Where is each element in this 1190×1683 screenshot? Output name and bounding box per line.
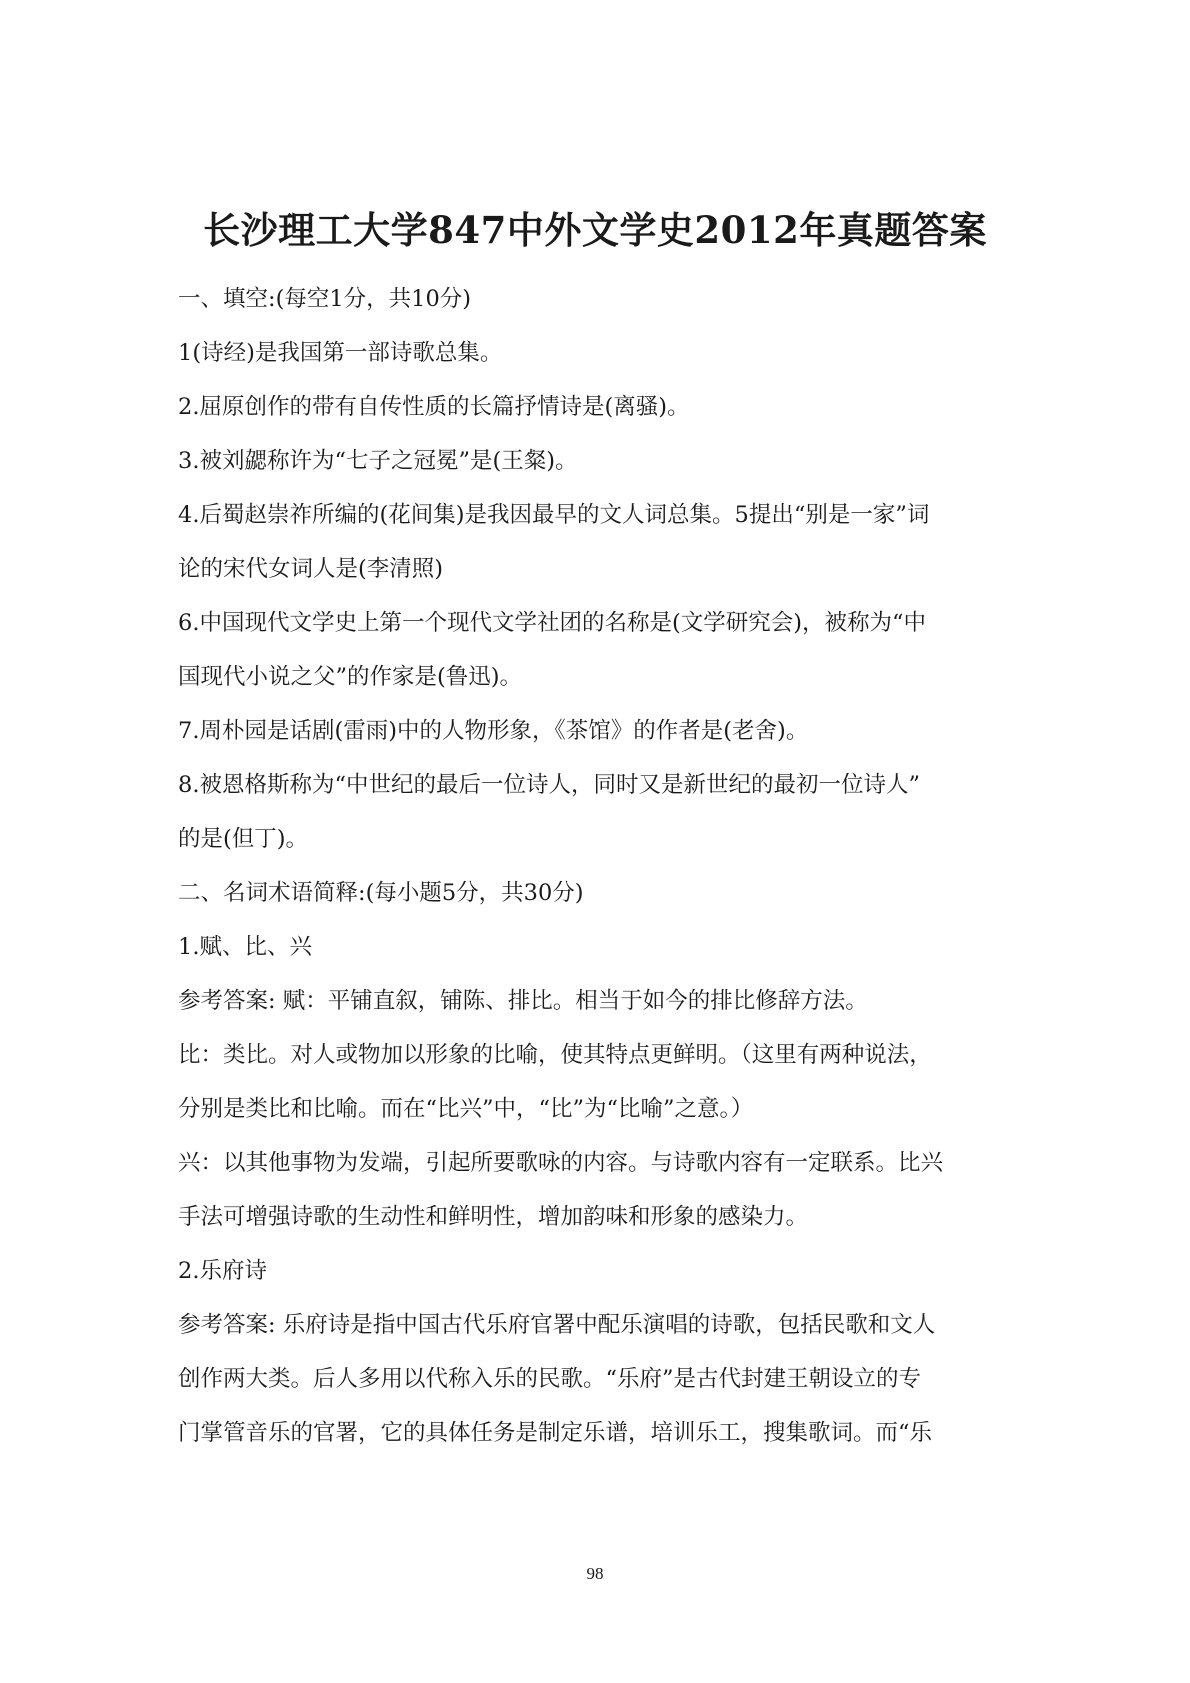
text-line: 论的宋代女词人是(李清照) <box>178 556 444 582</box>
section-heading-fill-in: 一、填空:(每空1分，共10分) <box>178 286 472 312</box>
text-line: 比：类比。对人或物加以形象的比喻，使其特点更鲜明。（这里有两种说法， <box>178 1042 932 1068</box>
text-line: 6.中国现代文学史上第一个现代文学社团的名称是(文学研究会)，被称为“中 <box>178 610 927 636</box>
text-line: 兴：以其他事物为发端，引起所要歌咏的内容。与诗歌内容有一定联系。比兴 <box>178 1150 944 1176</box>
text-line: 创作两大类。后人多用以代称入乐的民歌。“乐府”是古代封建王朝设立的专 <box>178 1366 922 1392</box>
text-line: 门掌管音乐的官署，它的具体任务是制定乐谱，培训乐工，搜集歌词。而“乐 <box>178 1420 933 1446</box>
document-title: 长沙理工大学847中外文学史2012年真题答案 <box>203 208 987 252</box>
text-line: 2.屈原创作的带有自传性质的长篇抒情诗是(离骚)。 <box>178 394 690 420</box>
text-line: 手法可增强诗歌的生动性和鲜明性，增加韵味和形象的感染力。 <box>178 1204 809 1230</box>
text-line: 1(诗经)是我国第一部诗歌总集。 <box>178 340 503 366</box>
text-line: 参考答案: 乐府诗是指中国古代乐府官署中配乐演唱的诗歌，包括民歌和文人 <box>178 1312 936 1338</box>
text-line: 8.被恩格斯称为“中世纪的最后一位诗人，同时又是新世纪的最初一位诗人” <box>178 772 920 798</box>
text-line: 的是(但丁)。 <box>178 826 309 852</box>
document-body <box>178 272 1018 1460</box>
section-heading-terms: 二、名词术语简释:(每小题5分，共30分) <box>178 880 584 906</box>
text-line: 分别是类比和比喻。而在“比兴”中，“比”为“比喻”之意。） <box>178 1096 754 1122</box>
text-line: 国现代小说之父”的作家是(鲁迅)。 <box>178 664 523 690</box>
text-line: 3.被刘勰称许为“七子之冠冕”是(王粲)。 <box>178 448 578 474</box>
text-line: 7.周朴园是话剧(雷雨)中的人物形象，《茶馆》的作者是(老舍)。 <box>178 718 809 744</box>
question-heading: 1.赋、比、兴 <box>178 934 312 960</box>
question-heading: 2.乐府诗 <box>178 1258 267 1284</box>
text-line: 参考答案: 赋：平铺直叙，铺陈、排比。相当于如今的排比修辞方法。 <box>178 988 868 1014</box>
text-line: 4.后蜀赵崇祚所编的(花间集)是我因最早的文人词总集。5提出“别是一家”词 <box>178 502 930 528</box>
page-number: 98 <box>586 1564 604 1583</box>
